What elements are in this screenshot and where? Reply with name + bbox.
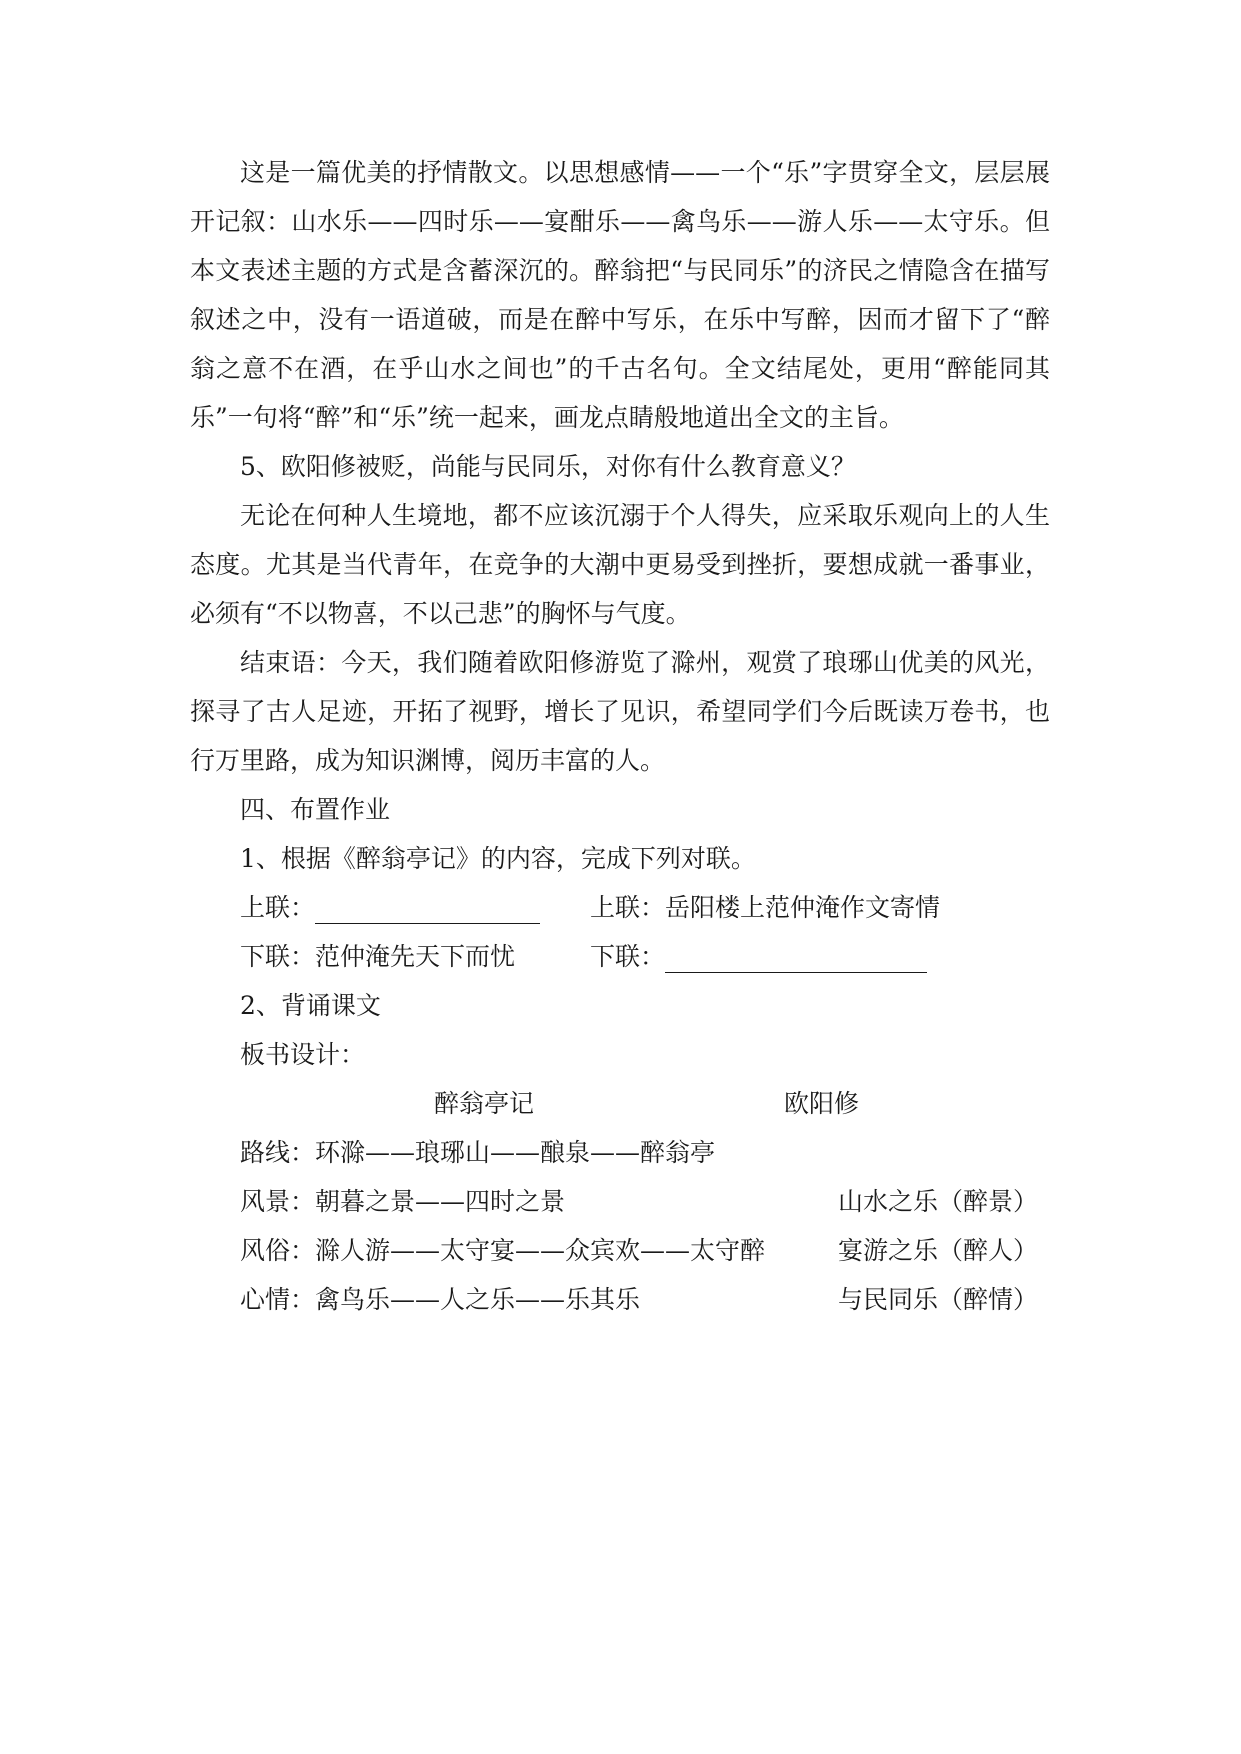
couplet-label: 下联： (590, 942, 666, 971)
analysis-paragraph: 这是一篇优美的抒情散文。以思想感情——一个“乐”字贯穿全文，层层展开记叙：山水乐——四时乐——宴酣乐——禽鸟乐——游人乐——太守乐。但本文表述主题的方式是含蓄深沉的。醉翁把“与民同乐”的济民之情隐含在描写叙述之中，没有一语道破，而是在醉中写乐，在乐中写醉，因而才留下了“醉翁之意不在酒，在乎山水之间也”的千古名句。全文结尾处，更用“醉能同其乐”一句将“醉”和“乐”统一起来，画龙点睛般地道出全文的主旨。 (190, 158, 1050, 432)
homework-heading: 四、布置作业 (240, 795, 391, 824)
board-row-summary: 与民同乐（醉情） (838, 1285, 1039, 1314)
board-row-summary: 宴游之乐（醉人） (838, 1236, 1039, 1265)
couplet-label: 下联： (240, 942, 316, 971)
couplet-blank (665, 942, 927, 973)
board-heading: 板书设计： (240, 1040, 366, 1069)
board-row-custom (240, 1226, 765, 1275)
board-row-content: 禽鸟乐——人之乐——乐其乐 (315, 1285, 641, 1314)
board-row-summary: 山水之乐（醉景） (838, 1187, 1039, 1216)
closing-paragraph: 结束语：今天，我们随着欧阳修游览了滁州，观赏了琅琊山优美的风光，探寻了古人足迹，开拓了视野，增长了见识，希望同学们今后既读万卷书，也行万里路，成为知识渊博，阅历丰富的人。 (190, 648, 1050, 775)
couplet-left-lower (240, 932, 515, 981)
couplet-left-upper (240, 883, 540, 932)
board-row-scenery (240, 1177, 565, 1226)
couplet-text: 范仲淹先天下而忧 (315, 942, 516, 971)
couplet-right-lower (590, 932, 927, 981)
board-row-route (240, 1128, 715, 1177)
board-row-mood (240, 1275, 640, 1324)
board-author: 欧阳修 (784, 1089, 860, 1118)
board-row-content: 环滁——琅琊山——酿泉——醉翁亭 (315, 1138, 716, 1167)
couplet-label: 上联： (240, 893, 316, 922)
couplet-text: 岳阳楼上范仲淹作文寄情 (665, 893, 941, 922)
board-row-label: 风俗： (240, 1236, 316, 1265)
board-title: 醉翁亭记 (434, 1089, 535, 1118)
board-row-label: 路线： (240, 1138, 316, 1167)
couplet-right-upper (590, 883, 940, 932)
board-row-label: 心情： (240, 1285, 316, 1314)
board-row-content: 朝暮之景——四时之景 (315, 1187, 566, 1216)
couplet-label: 上联： (590, 893, 666, 922)
board-row-content: 滁人游——太守宴——众宾欢——太守醉 (315, 1236, 766, 1265)
homework-item-1: 1、根据《醉翁亭记》的内容，完成下列对联。 (240, 844, 756, 873)
couplet-blank (315, 893, 540, 924)
board-row-label: 风景： (240, 1187, 316, 1216)
answer-paragraph: 无论在何种人生境地，都不应该沉溺于个人得失，应采取乐观向上的人生态度。尤其是当代青年，在竞争的大潮中更易受到挫折，要想成就一番事业，必须有“不以物喜，不以己悲”的胸怀与气度。 (190, 501, 1050, 628)
question-5: 5、欧阳修被贬，尚能与民同乐，对你有什么教育意义？ (240, 452, 856, 481)
homework-item-2: 2、背诵课文 (240, 991, 381, 1020)
